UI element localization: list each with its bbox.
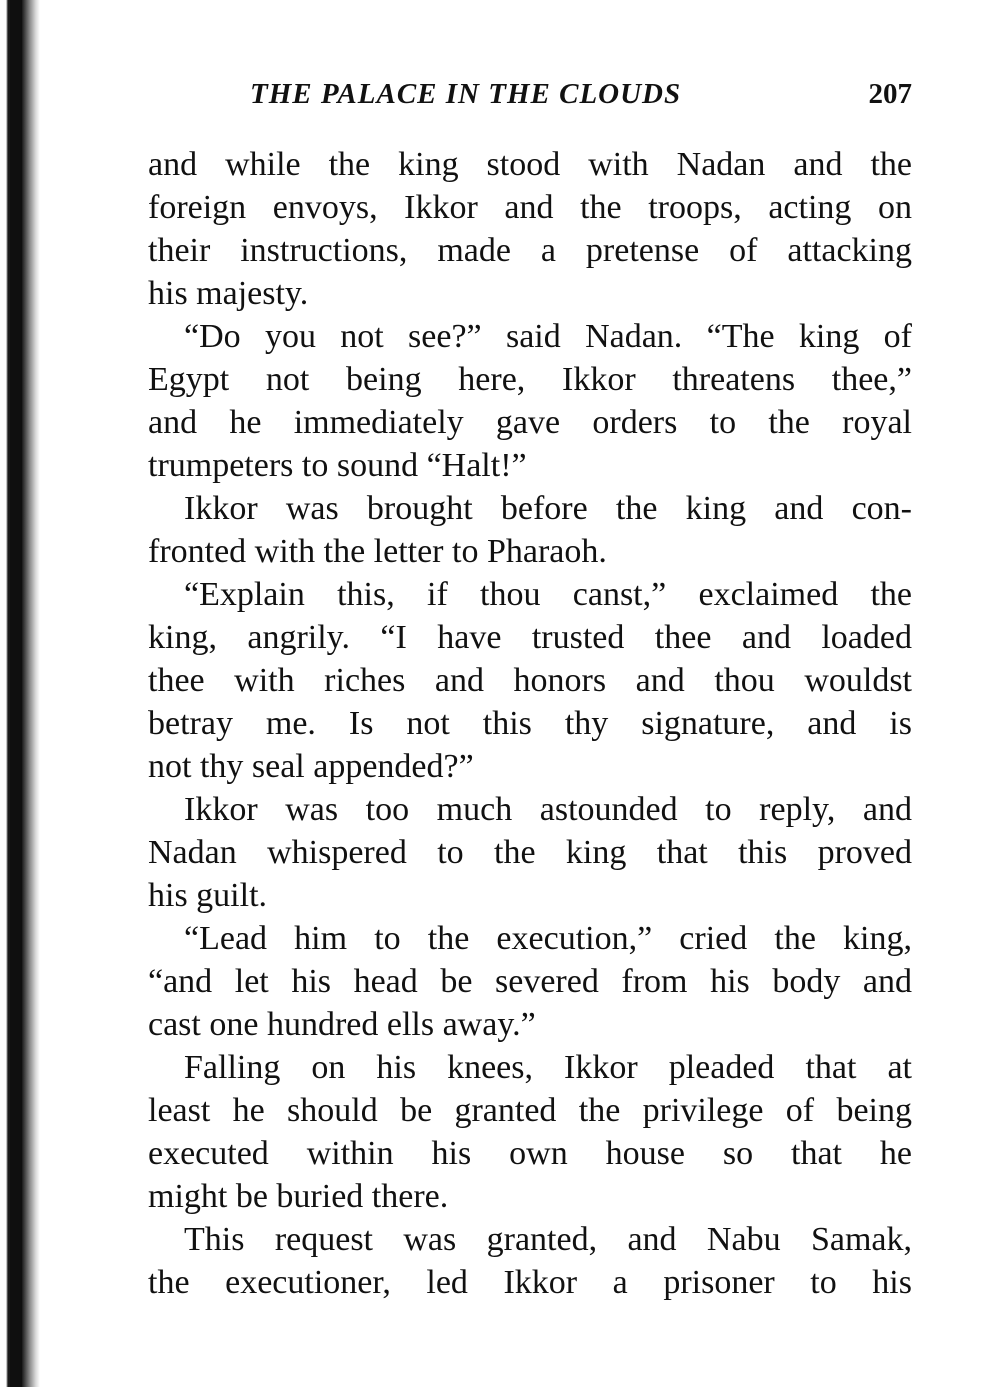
text-line: Falling on his knees, Ikkor pleaded that at xyxy=(184,1049,912,1086)
text-line: betray me. Is not this thy signature, and is xyxy=(148,705,912,742)
body-text xyxy=(148,143,912,1304)
text-line: This request was granted, and Nabu Samak, xyxy=(184,1221,912,1258)
text-line: and he immediately gave orders to the royal xyxy=(148,404,912,441)
text-line: not thy seal appended?” xyxy=(148,748,474,785)
paragraph xyxy=(148,788,912,917)
paragraph xyxy=(148,487,912,573)
page-number: 207 xyxy=(868,78,912,110)
text-line: his majesty. xyxy=(148,275,309,312)
text-line: least he should be granted the privilege of being xyxy=(148,1092,912,1129)
text-line: and while the king stood with Nadan and the xyxy=(148,146,912,183)
text-line: thee with riches and honors and thou wouldst xyxy=(148,662,912,699)
text-line: executed within his own house so that he xyxy=(148,1135,912,1172)
paragraph xyxy=(148,573,912,788)
paragraph xyxy=(148,143,912,315)
text-line: Ikkor was brought before the king and con- xyxy=(184,490,912,527)
text-line: his guilt. xyxy=(148,877,268,914)
text-line: Ikkor was too much astounded to reply, and xyxy=(184,791,912,828)
text-line: fronted with the letter to Pharaoh. xyxy=(148,533,607,570)
page-header xyxy=(150,78,912,122)
book-spine-edge xyxy=(10,0,22,1387)
text-line: Egypt not being here, Ikkor threatens thee,” xyxy=(148,361,912,398)
text-line: cast one hundred ells away.” xyxy=(148,1006,536,1043)
paragraph xyxy=(148,1218,912,1304)
text-line: “Lead him to the execution,” cried the king, xyxy=(184,920,912,957)
text-line: the executioner, led Ikkor a prisoner to his xyxy=(148,1264,912,1301)
text-line: king, angrily. “I have trusted thee and loaded xyxy=(148,619,912,656)
running-head: THE PALACE IN THE CLOUDS xyxy=(250,78,682,110)
text-line: “and let his head be severed from his body and xyxy=(148,963,912,1000)
paragraph xyxy=(148,917,912,1046)
text-line: “Do you not see?” said Nadan. “The king of xyxy=(184,318,912,355)
text-line: trumpeters to sound “Halt!” xyxy=(148,447,527,484)
text-line: might be buried there. xyxy=(148,1178,449,1215)
text-line: “Explain this, if thou canst,” exclaimed the xyxy=(184,576,912,613)
paragraph xyxy=(148,315,912,487)
text-line: Nadan whispered to the king that this proved xyxy=(148,834,912,871)
paragraph xyxy=(148,1046,912,1218)
text-line: foreign envoys, Ikkor and the troops, acting on xyxy=(148,189,912,226)
text-line: their instructions, made a pretense of attacking xyxy=(148,232,912,269)
